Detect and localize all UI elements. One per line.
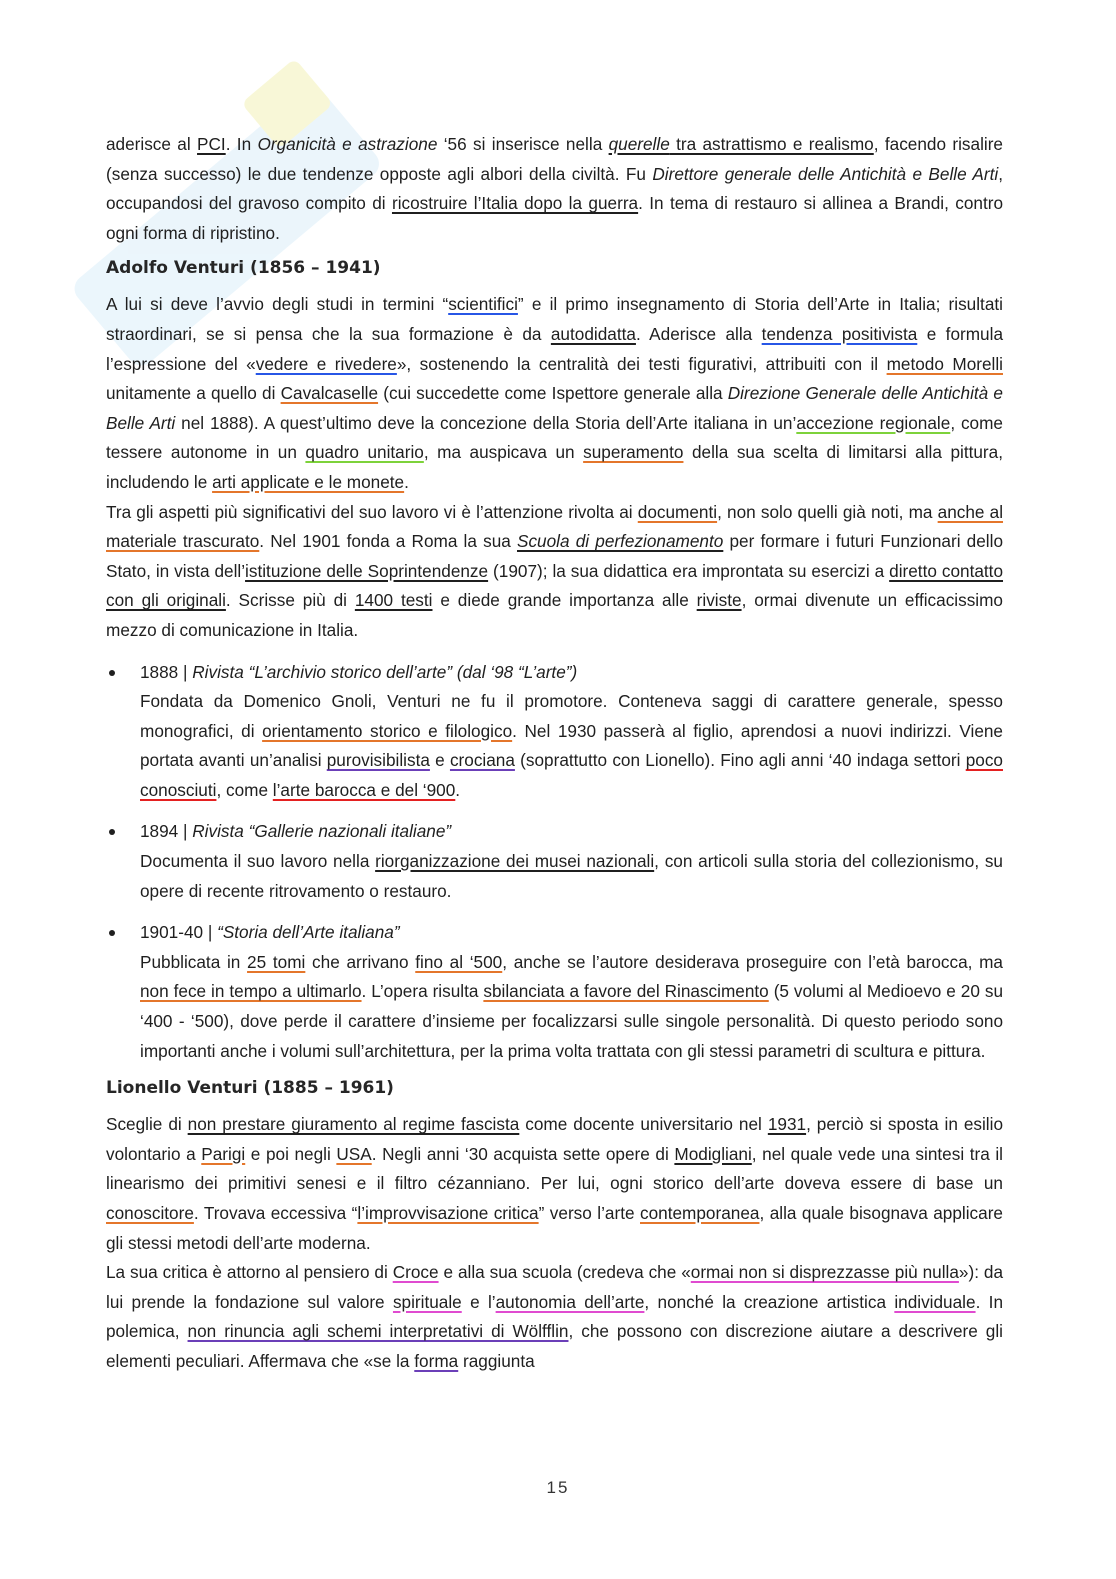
highlight-poco-conosciuti: poco conosciuti: [140, 750, 1003, 800]
highlight-vedere-rivedere: vedere e rivedere: [255, 353, 397, 374]
list-item: 1894 | Rivista “Gallerie nazionali italiane” Documenta il suo lavoro nella riorganizzazione dei musei nazionali, con articoli sulla storia del collezionismo, su opere di recente ritrovamento o restauro.: [106, 817, 1003, 906]
heading-adolfo-venturi: Adolfo Venturi (1856 – 1941): [106, 258, 381, 279]
bullet-icon: [109, 829, 115, 835]
highlight-crociana: crociana: [449, 750, 515, 771]
highlight-usa: USA: [336, 1143, 372, 1164]
highlight-documenti: documenti: [637, 501, 718, 522]
list-item-title: Rivista “L’archivio storico dell’arte” (dal ‘98 “L’arte”): [192, 661, 578, 682]
highlight-querelle: querelle tra astrattismo e realismo: [608, 134, 874, 154]
title-direttore: Direttore generale delle Antichità e Belle Arti: [652, 163, 999, 184]
highlight-purovisibilista: purovisibilista: [326, 750, 430, 771]
highlight-soprintendenze: istituzione delle Soprintendenze: [245, 560, 489, 581]
highlight-cavalcaselle: Cavalcaselle: [280, 383, 379, 404]
highlight-pci: PCI: [197, 134, 226, 154]
highlight-diretto-contatto: diretto contatto con gli originali: [106, 560, 1004, 611]
highlight-giuramento: non prestare giuramento al regime fascista: [187, 1114, 520, 1135]
highlight-scuola-perfezionamento: Scuola di perfezionamento: [517, 531, 724, 552]
highlight-accezione-regionale: accezione regionale: [796, 412, 951, 433]
riviste-list: [106, 658, 1003, 1067]
highlight-arte-barocca: l’arte barocca e del ‘900: [272, 779, 456, 800]
highlight-non-fece-in-tempo: non fece in tempo a ultimarlo: [140, 981, 362, 1002]
paragraph-adolfo-1: A lui si deve l’avvio degli studi in termini “scientifici” e il primo insegnamento di Storia dell’Arte in Italia; risultati straordinari, se si pensa che la sua formazione è da autodidatta. Aderisce alla tendenza positivista e formula l’espressione del «vedere e rivedere», sostenendo la centralità dei testi figurativi, attribuiti con il metodo Morelli unitamente a quello di Cavalcaselle (cui succedette come Ispettore generale alla Direzione Generale delle Antichità e Belle Arti nel 1888). A quest’ultimo deve la concezione della Storia dell’Arte italiana in un’accezione regionale, come tessere autonome in un quadro unitario, ma auspicava un superamento della sua scelta di limitarsi alla pittura, includendo le arti applicate e le monete.: [106, 294, 1003, 492]
highlight-arti-applicate: arti applicate e le monete: [212, 471, 405, 492]
highlight-1400-testi: 1400 testi: [354, 590, 433, 611]
list-item: 1888 | Rivista “L’archivio storico dell’arte” (dal ‘98 “L’arte”) Fondata da Domenico Gnoli, Venturi ne fu il promotore. Conteneva saggi di carattere generale, spesso monografici, di orientamento storico e filologico. Nel 1930 passerà al figlio, aprendosi a nuovi indirizzi. Viene portata avanti un’analisi purovisibilista e crociana (soprattutto con Lionello). Fino agli anni ‘40 indaga settori poco conosciuti, come l’arte barocca e del ‘900.: [106, 658, 1003, 806]
highlight-wolfflin: non rinuncia agli schemi interpretativi di Wölfflin: [187, 1321, 569, 1342]
highlight-spirituale: spirituale: [392, 1291, 462, 1312]
list-item-title: “Storia dell’Arte italiana”: [217, 922, 400, 943]
document-page: [106, 130, 1003, 1377]
highlight-orientamento: orientamento storico e filologico: [262, 720, 513, 741]
list-item-title: Rivista “Gallerie nazionali italiane”: [192, 821, 452, 842]
highlight-sbilanciata: sbilanciata a favore del Rinascimento: [483, 981, 769, 1002]
highlight-croce: Croce: [392, 1262, 439, 1283]
highlight-forma: forma: [414, 1350, 459, 1371]
highlight-non-si-disprezzasse: ormai non si disprezzasse più nulla: [690, 1262, 959, 1283]
paragraph-adolfo-2: Tra gli aspetti più significativi del suo lavoro vi è l’attenzione rivolta ai documenti, non solo quelli già noti, ma anche al materiale trascurato. Nel 1901 fonda a Roma la sua Scuola di perfezionamento per formare i futuri Funzionari dello Stato, in vista dell’istituzione delle Soprintendenze (1907); la sua didattica era improntata su esercizi a diretto contatto con gli originali. Scrisse più di 1400 testi e diede grande importanza alle riviste, ormai divenute un efficacissimo mezzo di comunicazione in Italia.: [106, 501, 1004, 640]
list-item: 1901-40 | “Storia dell’Arte italiana” Pubblicata in 25 tomi che arrivano fino al ‘500, anche se l’autore desiderava proseguire con l’età barocca, ma non fece in tempo a ultimarlo. L’opera risulta sbilanciata a favore del Rinascimento (5 volumi al Medioevo e 20 su ‘400 - ‘500), dove perde il carattere d’insieme per focalizzarsi sulle singole personalità. Di questo periodo sono importanti anche i volumi sull’architettura, per la prima volta trattata con gli stessi parametri di scultura e pittura.: [106, 918, 1003, 1066]
heading-lionello-venturi: Lionello Venturi (1885 – 1961): [106, 1078, 394, 1099]
highlight-riorganizzazione: riorganizzazione dei musei nazionali: [375, 851, 655, 872]
highlight-scientifici: scientifici: [448, 294, 518, 315]
highlight-ricostruire: ricostruire l’Italia dopo la guerra: [391, 193, 639, 214]
highlight-materiale-trascurato: anche al materiale trascurato: [106, 501, 1004, 552]
highlight-tendenza-positivista: tendenza positivista: [761, 323, 918, 344]
highlight-1931: 1931: [767, 1114, 807, 1135]
highlight-modigliani: Modigliani: [674, 1143, 752, 1164]
highlight-conoscitore: conoscitore: [106, 1203, 194, 1223]
bullet-icon: [109, 670, 115, 676]
highlight-metodo-morelli: metodo Morelli: [886, 353, 1003, 374]
highlight-autodidatta: autodidatta: [550, 323, 636, 344]
paragraph-lionello-2: La sua critica è attorno al pensiero di Croce e alla sua scuola (credeva che «ormai non si disprezzasse più nulla»): da lui prende la fondazione sul valore spirituale e l’autonomia dell’arte, nonché la creazione artistica individuale. In polemica, non rinuncia agli schemi interpretativi di Wölfflin, che possono con discrezione aiutare a descrivere gli elementi peculiari. Affermava che «se la forma raggiunta: [106, 1262, 1004, 1371]
highlight-contemporanea: contemporanea: [640, 1203, 760, 1223]
highlight-autonomia: autonomia dell’arte: [495, 1291, 645, 1312]
page-number: 15: [546, 1478, 570, 1497]
highlight-superamento: superamento: [583, 442, 684, 463]
highlight-riviste: riviste: [696, 590, 742, 611]
highlight-individuale: individuale: [894, 1291, 976, 1312]
highlight-25-tomi: 25 tomi: [247, 951, 306, 972]
title-direzione-generale: Direzione Generale delle Antichità e Belle Arti: [106, 383, 1003, 433]
highlight-parigi: Parigi: [201, 1143, 246, 1164]
highlight-quadro-unitario: quadro unitario: [305, 442, 424, 463]
title-organicita: Organicità e astrazione: [257, 134, 438, 154]
highlight-improvvisazione: l’improvvisazione critica: [357, 1203, 539, 1223]
paragraph-lionello-1: Sceglie di non prestare giuramento al regime fascista come docente universitario nel 1931, perciò si sposta in esilio volontario a Parigi e poi negli USA. Negli anni ‘30 acquista sette opere di Modigliani, nel quale vede una sintesi tra il linearismo dei primitivi senesi e il filtro cézanniano. Per lui, ogni storico dell’arte doveva essere di base un conoscitore. Trovava eccessiva “l’improvvisazione critica” verso l’arte contemporanea, alla quale bisognava applicare gli stessi metodi dell’arte moderna.: [106, 1114, 1003, 1253]
paragraph-pci: aderisce al PCI. In Organicità e astrazione ‘56 si inserisce nella querelle tra astrattismo e realismo, facendo risalire (senza successo) le due tendenze opposte agli albori della civiltà. Fu Direttore generale delle Antichità e Belle Arti, occupandosi del gravoso compito di ricostruire l’Italia dopo la guerra. In tema di restauro si allinea a Brandi, contro ogni forma di ripristino.: [106, 134, 1003, 243]
bullet-icon: [109, 930, 115, 936]
highlight-fino-al-500: fino al ‘500: [415, 951, 503, 972]
